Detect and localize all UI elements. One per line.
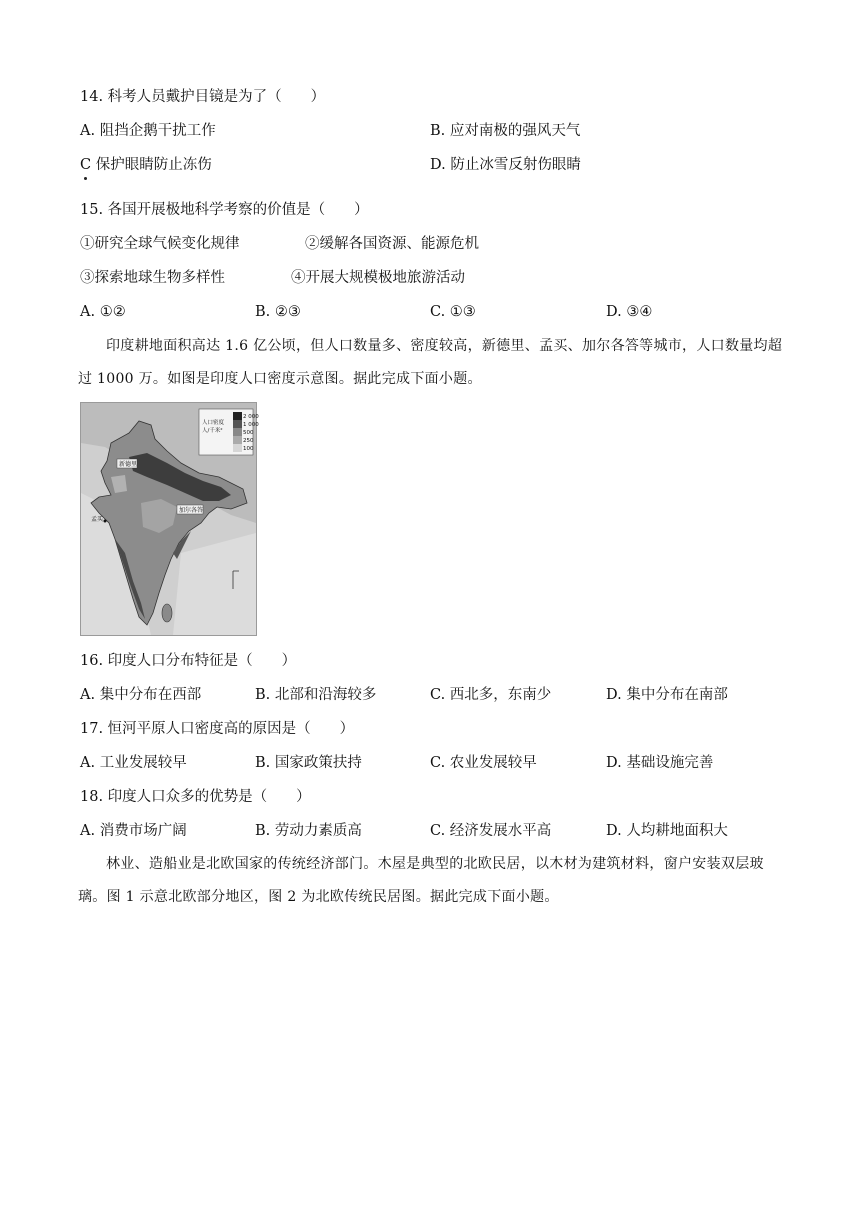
city-label-mumbai: 孟买 bbox=[91, 516, 104, 523]
scan-dot bbox=[84, 177, 87, 180]
india-population-density-map bbox=[80, 402, 257, 636]
question-14-stem: 14. 科考人员戴护目镜是为了（ ） bbox=[80, 89, 326, 105]
legend-title-2: 人/千米² bbox=[202, 428, 223, 434]
passage-northern-europe bbox=[78, 848, 786, 914]
q18-option-c: C. 经济发展水平高 bbox=[430, 823, 552, 839]
q15-item-2: ②缓解各国资源、能源危机 bbox=[305, 236, 479, 252]
legend-value-1: 2 000 bbox=[243, 414, 259, 420]
q15-option-d: D. ③④ bbox=[606, 304, 653, 320]
q15-option-a: A. ①② bbox=[80, 304, 126, 320]
q17-option-b: B. 国家政策扶持 bbox=[255, 755, 362, 771]
q15-option-c: C. ①③ bbox=[430, 304, 476, 320]
legend-value-5: 100 bbox=[243, 446, 254, 452]
legend-value-2: 1 000 bbox=[243, 422, 259, 428]
q15-item-1: ①研究全球气候变化规律 bbox=[80, 236, 240, 252]
question-17-stem: 17. 恒河平原人口密度高的原因是（ ） bbox=[80, 721, 355, 737]
city-label-new-delhi: 新德里 bbox=[119, 461, 138, 468]
q18-option-d: D. 人均耕地面积大 bbox=[606, 823, 728, 839]
legend-value-3: 500 bbox=[243, 430, 254, 436]
q18-option-b: B. 劳动力素质高 bbox=[255, 823, 362, 839]
city-label-kolkata: 加尔各答 bbox=[179, 507, 204, 514]
passage-india bbox=[78, 330, 786, 396]
q16-option-a: A. 集中分布在西部 bbox=[80, 687, 202, 703]
question-16-stem: 16. 印度人口分布特征是（ ） bbox=[80, 653, 297, 669]
q18-option-a: A. 消费市场广阔 bbox=[80, 823, 187, 839]
q14-option-d: D. 防止冰雪反射伤眼睛 bbox=[430, 157, 581, 173]
q16-option-b: B. 北部和沿海较多 bbox=[255, 687, 377, 703]
legend-value-4: 250 bbox=[243, 438, 254, 444]
q16-option-c: C. 西北多，东南少 bbox=[430, 687, 552, 703]
question-18-stem: 18. 印度人口众多的优势是（ ） bbox=[80, 789, 311, 805]
q14-option-c: C 保护眼睛防止冻伤 bbox=[80, 157, 212, 173]
q15-option-b: B. ②③ bbox=[255, 304, 301, 320]
question-15-stem: 15. 各国开展极地科学考察的价值是（ ） bbox=[80, 202, 369, 218]
q15-item-4: ④开展大规模极地旅游活动 bbox=[291, 270, 465, 286]
passage-northern-europe-text: 林业、造船业是北欧国家的传统经济部门。木屋是典型的北欧民居，以木材为建筑材料，窗户安装双层玻璃。图 1 示意北欧部分地区，图 2 为北欧传统民居图。据此完成下面小题。 bbox=[78, 856, 764, 905]
q17-option-c: C. 农业发展较早 bbox=[430, 755, 537, 771]
q15-item-3: ③探索地球生物多样性 bbox=[80, 270, 225, 286]
q16-option-d: D. 集中分布在南部 bbox=[606, 687, 728, 703]
passage-india-text: 印度耕地面积高达 1.6 亿公顷，但人口数量多、密度较高，新德里、孟买、加尔各答等城市，人口数量均超过 1000 万。如图是印度人口密度示意图。据此完成下面小题。 bbox=[78, 338, 783, 387]
q17-option-a: A. 工业发展较早 bbox=[80, 755, 187, 771]
q14-option-b: B. 应对南极的强风天气 bbox=[430, 123, 581, 139]
legend-title-1: 人口密度 bbox=[202, 420, 225, 426]
q14-option-a: A. 阻挡企鹅干扰工作 bbox=[80, 123, 216, 139]
q17-option-d: D. 基础设施完善 bbox=[606, 755, 714, 771]
